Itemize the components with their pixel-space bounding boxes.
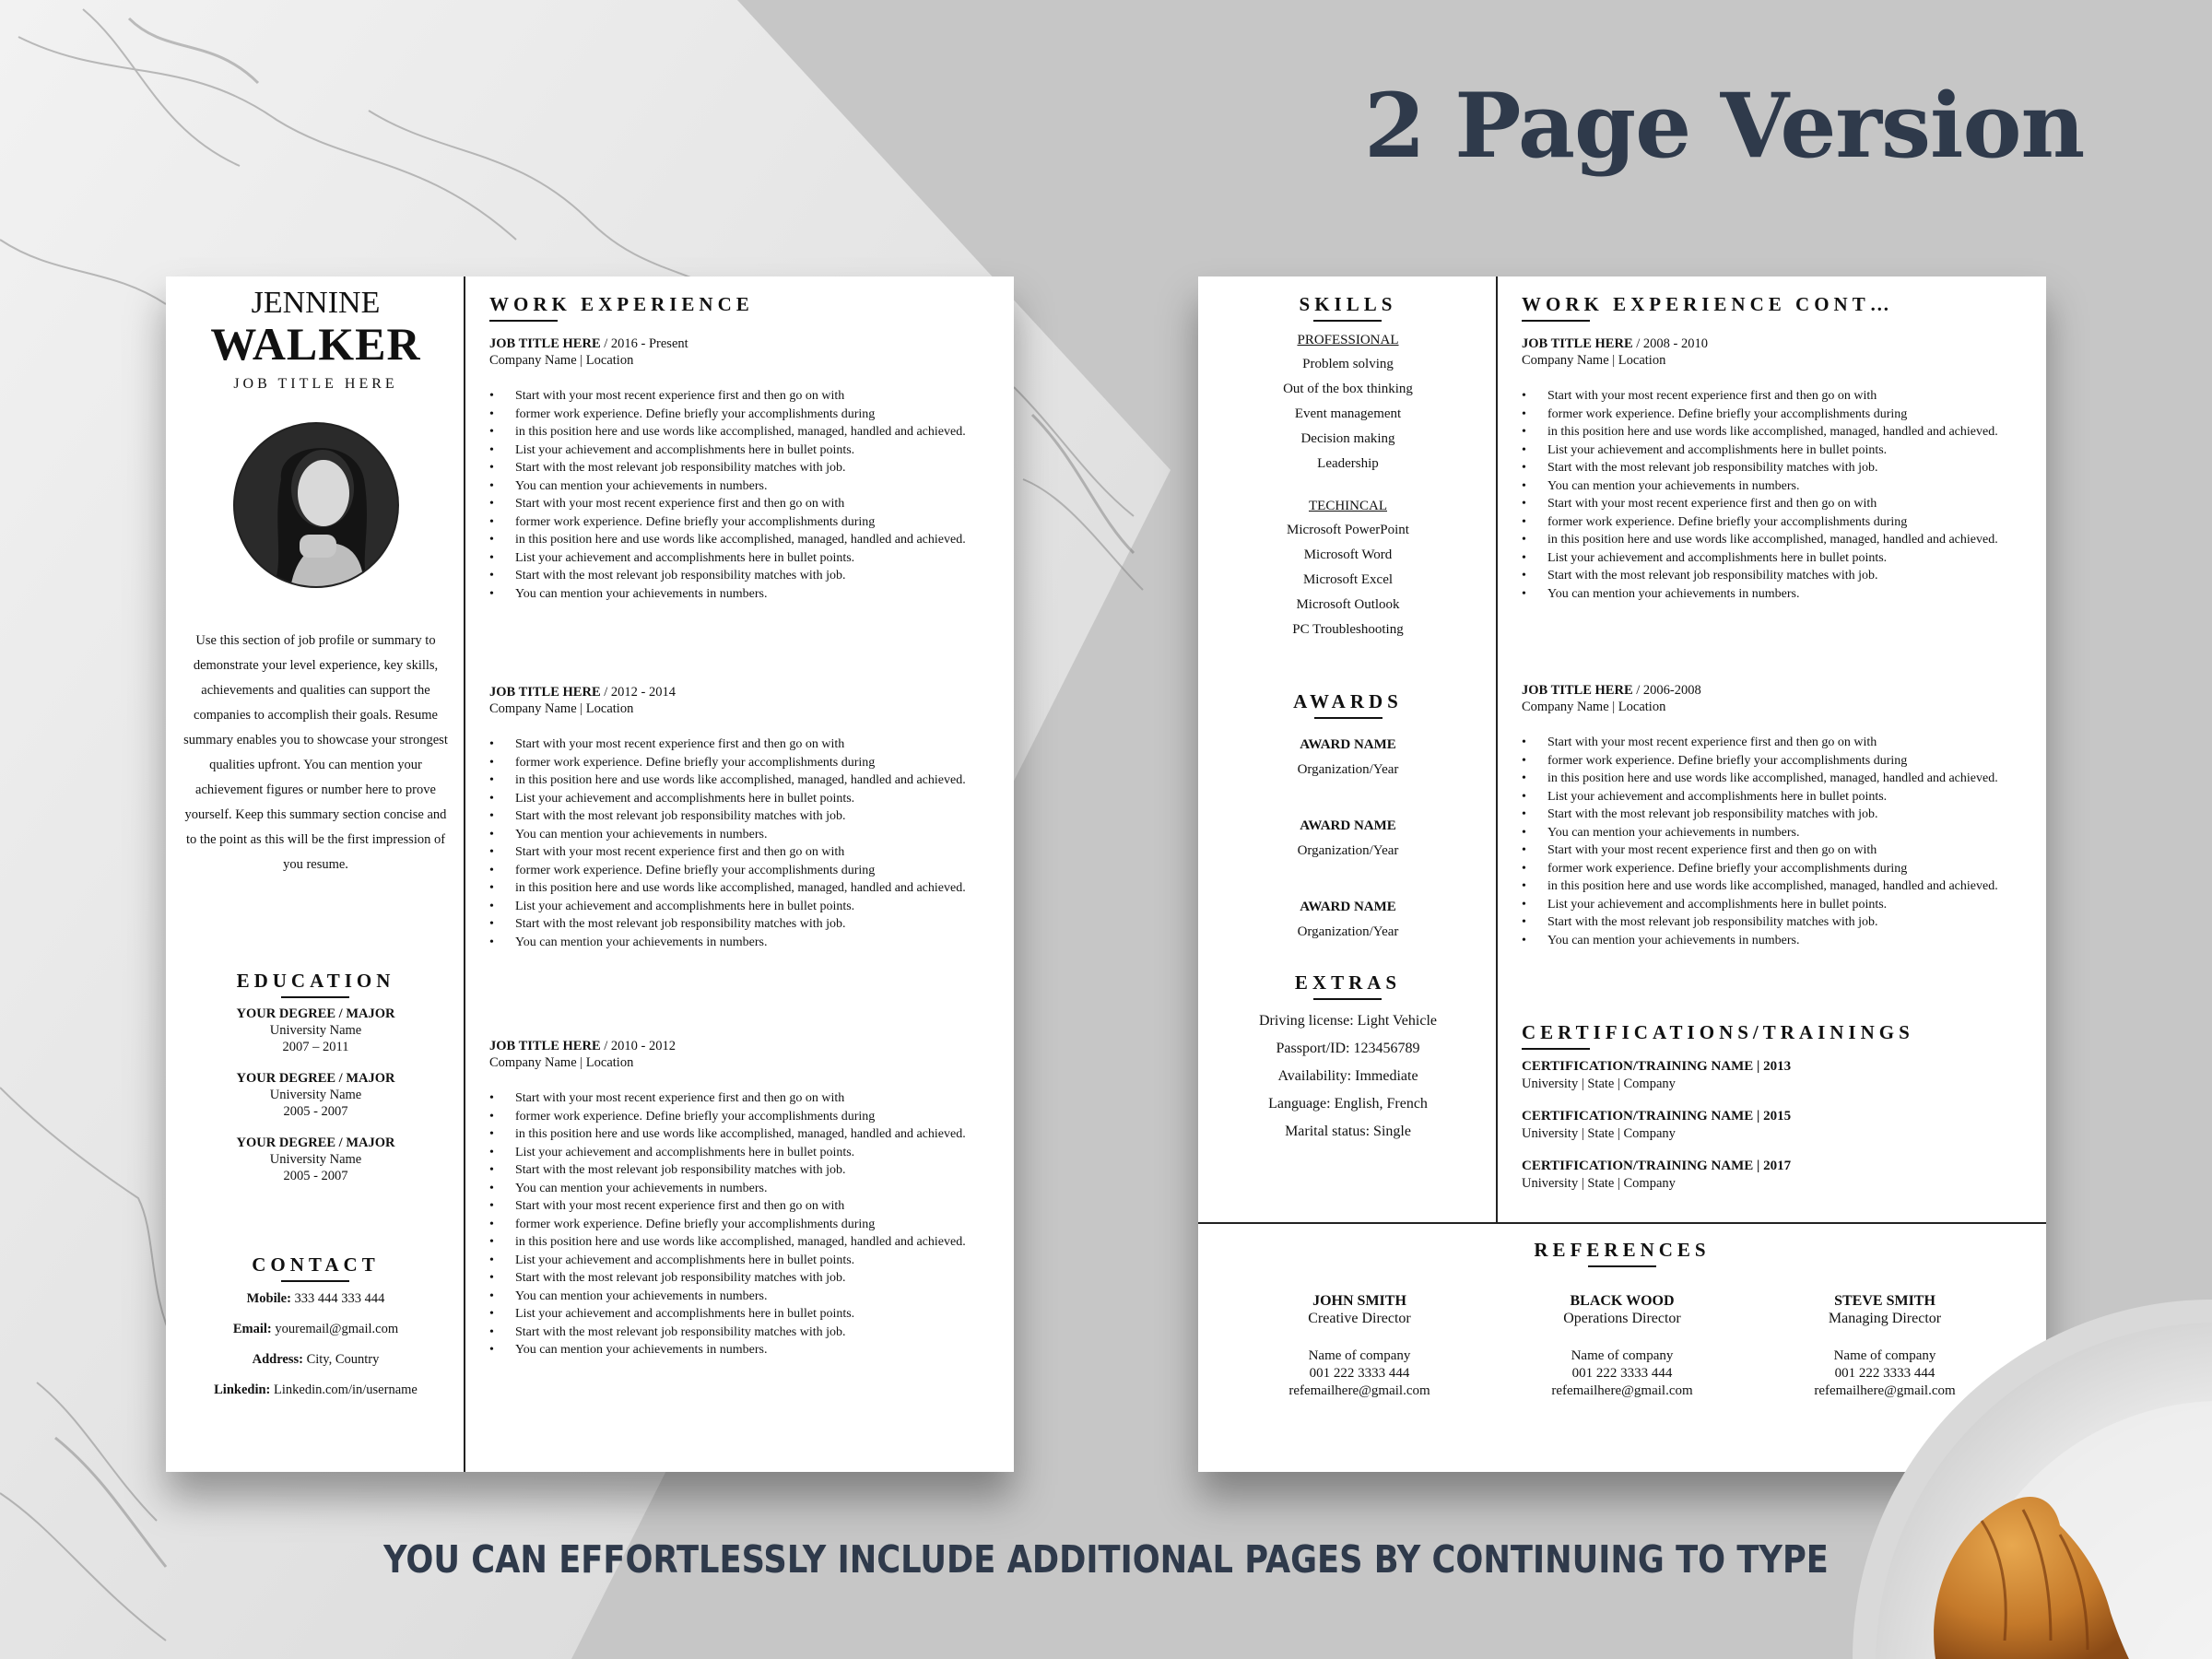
job-company: Company Name | Location [489,353,634,368]
skill-item: PC Troubleshooting [1292,622,1404,637]
job-title: JOB TITLE HERE [233,376,398,392]
bullet-item: • former work experience. Define briefly your accomplishments during [489,1108,996,1126]
degree: YOUR DEGREE / MAJOR [236,1071,395,1086]
bullet-item: • List your achievement and accomplishments here in bullet points. [489,441,996,460]
left-column [166,276,465,1472]
certifications-section [1522,1021,2029,1192]
award-item: AWARD NAME Organization/Year [1297,818,1399,858]
education-section [166,970,465,1184]
bullet-item: • in this position here and use words like accomplished, managed, handled and achieved. [1522,877,2029,896]
bullet-item: • You can mention your achievements in numbers. [1522,932,2029,950]
resume-page-1 [166,276,1014,1472]
job-entry [489,335,996,603]
cert-item: CERTIFICATION/TRAINING NAME | 2015 University | State | Company [1522,1109,1792,1141]
cert-item: CERTIFICATION/TRAINING NAME | 2017 University | State | Company [1522,1159,1792,1191]
professional-label: PROFESSIONAL [1297,333,1399,347]
bullet-item: • List your achievement and accomplishments here in bullet points. [489,1252,996,1270]
contact-section [166,1253,465,1398]
contact-linkedin: Linkedin: Linkedin.com/in/username [214,1382,418,1397]
bullet-item: • List your achievement and accomplishments here in bullet points. [489,1305,996,1324]
job-title: JOB TITLE HERE [1522,683,1633,698]
job-dates: / 2006-2008 [1632,683,1701,698]
bullet-item: • You can mention your achievements in numbers. [489,585,996,604]
award-item: AWARD NAME Organization/Year [1297,737,1399,777]
references-divider [1198,1222,2046,1224]
skill-item: Microsoft Outlook [1296,597,1400,612]
degree: YOUR DEGREE / MAJOR [236,1006,395,1021]
bullet-item: • in this position here and use words like accomplished, managed, handled and achieved. [489,423,996,441]
bullet-item: • Start with the most relevant job responsibility matches with job. [489,1161,996,1180]
bullet-item: • You can mention your achievements in numbers. [1522,585,2029,604]
skill-item: Decision making [1300,431,1395,446]
professional-list [1198,352,1498,477]
years: 2007 – 2011 [282,1040,349,1054]
reference-item: BLACK WOOD Operations Director Name of company 001 222 3333 444 refemailhere@gmail.com [1551,1293,1693,1398]
bullet-item: • former work experience. Define briefly your accomplishments during [489,513,996,532]
bullet-item: • You can mention your achievements in numbers. [489,826,996,844]
contact-email: Email: youremail@gmail.com [232,1322,399,1336]
skill-item: Microsoft Word [1303,547,1393,562]
bullet-item: • former work experience. Define briefly your accomplishments during [1522,860,2029,878]
bullet-item: • List your achievement and accomplishments here in bullet points. [489,898,996,916]
technical-label: TECHINCAL [1309,499,1387,513]
contact-address: Address: City, Country [252,1352,380,1367]
bullet-item: • in this position here and use words like accomplished, managed, handled and achieved. [1522,423,2029,441]
extra-item: Marital status: Single [1285,1124,1411,1139]
bullet-item: • You can mention your achievements in numbers. [489,477,996,496]
job-entry [489,684,996,951]
bullet-item: • You can mention your achievements in numbers. [1522,477,2029,496]
job-company: Company Name | Location [1522,353,1666,368]
extra-item: Language: English, French [1268,1096,1428,1112]
work-experience-cont-section [1522,293,2029,1191]
bullet-item: • Start with your most recent experience first and then go on with [489,735,996,754]
bullet-item: • Start with the most relevant job responsibility matches with job. [489,459,996,477]
bullet-item: • Start with your most recent experience first and then go on with [1522,387,2029,406]
years: 2005 - 2007 [283,1169,348,1183]
job-title: JOB TITLE HERE [489,685,601,700]
bullet-item: • Start with your most recent experience first and then go on with [1522,495,2029,513]
job-entry [489,1038,996,1359]
bullet-item: • Start with the most relevant job responsibility matches with job. [489,567,996,585]
education-item [166,1135,465,1184]
headline: 2 Page Version [1364,74,2085,178]
job-dates: / 2016 - Present [600,336,688,351]
years: 2005 - 2007 [283,1104,348,1119]
skill-item: Leadership [1317,456,1379,471]
bullet-item: • former work experience. Define briefly your accomplishments during [1522,513,2029,532]
bullet-item: • in this position here and use words like accomplished, managed, handled and achieved. [489,1125,996,1144]
bullet-item: • in this position here and use words like accomplished, managed, handled and achieved. [489,1233,996,1252]
job-bullets [489,387,996,603]
bullet-item: • former work experience. Define briefly your accomplishments during [489,406,996,424]
bullet-item: • former work experience. Define briefly your accomplishments during [489,862,996,880]
plate-with-croissant [1853,1272,2212,1659]
bullet-item: • Start with the most relevant job responsibility matches with job. [1522,459,2029,477]
job-bullets [489,735,996,951]
bullet-item: • You can mention your achievements in numbers. [1522,824,2029,842]
job-company: Company Name | Location [489,701,634,716]
job-dates: / 2008 - 2010 [1632,336,1708,351]
job-company: Company Name | Location [489,1055,634,1070]
bullet-item: • You can mention your achievements in numbers. [489,1341,996,1359]
contact-mobile: Mobile: 333 444 333 444 [246,1291,385,1306]
education-item [166,1070,465,1120]
bullet-item: • Start with the most relevant job responsibility matches with job. [489,915,996,934]
technical-list [1198,518,1498,642]
contact-title: CONTACT [252,1253,380,1276]
bullet-item: • in this position here and use words like accomplished, managed, handled and achieved. [489,879,996,898]
left-column [1198,293,1498,1146]
school: University Name [269,1152,362,1167]
award-item: AWARD NAME Organization/Year [1297,900,1399,939]
bullet-item: • You can mention your achievements in numbers. [489,934,996,952]
job-bullets [1522,734,2029,949]
cert-item: CERTIFICATION/TRAINING NAME | 2013 University | State | Company [1522,1059,1792,1091]
reference-item: JOHN SMITH Creative Director Name of company 001 222 3333 444 refemailhere@gmail.com [1288,1293,1430,1398]
skill-item: Microsoft Excel [1302,572,1394,587]
skill-item: Problem solving [1302,357,1394,371]
profile-summary: Use this section of job profile or summary to demonstrate your level experience, key skills, achievements and qualities can support the companies to accomplish their goals. Resume summary enables you to showcase your strongest qualities upfront. You can mention your achievement figures or number here to prove yourself. Keep this summary section concise and to the point as this will be the first impression of you resume. [183,633,448,872]
portrait-photo [235,424,399,588]
awards-title: AWARDS [1293,690,1403,712]
bullet-item: • in this position here and use words like accomplished, managed, handled and achieved. [1522,770,2029,788]
job-entry [1522,682,2029,949]
bullet-item: • in this position here and use words like accomplished, managed, handled and achieved. [489,531,996,549]
bullet-item: • in this position here and use words like accomplished, managed, handled and achieved. [1522,531,2029,549]
skill-item: Out of the box thinking [1283,382,1413,396]
work-experience-cont-title: WORK EXPERIENCE CONT… [1522,293,1894,315]
footer-tagline: YOU CAN EFFORTLESSLY INCLUDE ADDITIONAL PAGES BY CONTINUING TO TYPE [383,1537,1829,1582]
job-title: JOB TITLE HERE [489,1039,601,1053]
bullet-item: • former work experience. Define briefly your accomplishments during [1522,752,2029,771]
bullet-item: • Start with your most recent experience first and then go on with [489,1089,996,1108]
education-title: EDUCATION [236,970,395,992]
school: University Name [269,1023,362,1038]
skills-title: SKILLS [1299,293,1397,315]
extra-item: Passport/ID: 123456789 [1276,1041,1420,1056]
bullet-item: • Start with the most relevant job responsibility matches with job. [1522,567,2029,585]
degree: YOUR DEGREE / MAJOR [236,1135,395,1150]
job-bullets [1522,387,2029,603]
job-bullets [489,1089,996,1359]
avatar [233,422,399,588]
job-company: Company Name | Location [1522,700,1666,714]
bullet-item: • Start with your most recent experience first and then go on with [489,1197,996,1216]
job-dates: / 2012 - 2014 [600,685,676,700]
work-experience-title: WORK EXPERIENCE [489,293,754,315]
last-name: WALKER [210,318,421,370]
first-name: JENNINE [251,286,381,320]
education-list [166,1006,465,1184]
bullet-item: • former work experience. Define briefly your accomplishments during [1522,406,2029,424]
bullet-item: • You can mention your achievements in numbers. [489,1180,996,1198]
school: University Name [269,1088,362,1102]
job-dates: / 2010 - 2012 [600,1039,676,1053]
skill-item: Event management [1294,406,1402,421]
bullet-item: • List your achievement and accomplishments here in bullet points. [1522,788,2029,806]
references-title: REFERENCES [1534,1239,1711,1261]
reference-item: STEVE SMITH Managing Director Name of company 001 222 3333 444 refemailhere@gmail.com [1814,1293,1956,1398]
bullet-item: • Start with the most relevant job responsibility matches with job. [489,1324,996,1342]
bullet-item: • List your achievement and accomplishments here in bullet points. [489,790,996,808]
awards-list [1198,737,1498,940]
extra-item: Driving license: Light Vehicle [1259,1013,1437,1029]
bullet-item: • Start with the most relevant job responsibility matches with job. [489,1269,996,1288]
bullet-item: • Start with the most relevant job responsibility matches with job. [489,807,996,826]
bullet-item: • Start with the most relevant job responsibility matches with job. [1522,913,2029,932]
extras-list [1198,1007,1498,1146]
bullet-item: • former work experience. Define briefly your accomplishments during [489,754,996,772]
certifications-title: CERTIFICATIONS/TRAININGS [1522,1021,1914,1043]
bullet-item: • former work experience. Define briefly your accomplishments during [489,1216,996,1234]
bullet-item: • Start with your most recent experience first and then go on with [1522,841,2029,860]
bullet-item: • Start with your most recent experience first and then go on with [489,387,996,406]
skill-item: Microsoft PowerPoint [1287,523,1409,537]
job-title: JOB TITLE HERE [1522,336,1633,351]
bullet-item: • List your achievement and accomplishments here in bullet points. [1522,549,2029,568]
bullet-item: • Start with your most recent experience first and then go on with [489,495,996,513]
bullet-item: • List your achievement and accomplishments here in bullet points. [489,549,996,568]
education-item [166,1006,465,1055]
job-entry [1522,335,2029,603]
bullet-item: • in this position here and use words like accomplished, managed, handled and achieved. [489,771,996,790]
extras-title: EXTRAS [1294,971,1402,994]
bullet-item: • Start with your most recent experience first and then go on with [1522,734,2029,752]
bullet-item: • List your achievement and accomplishments here in bullet points. [1522,441,2029,460]
work-experience-section [489,293,996,1357]
bullet-item: • Start with the most relevant job responsibility matches with job. [1522,806,2029,824]
bullet-item: • You can mention your achievements in numbers. [489,1288,996,1306]
bullet-item: • Start with your most recent experience first and then go on with [489,843,996,862]
bullet-item: • List your achievement and accomplishments here in bullet points. [1522,896,2029,914]
extra-item: Availability: Immediate [1277,1068,1418,1084]
job-title: JOB TITLE HERE [489,336,601,351]
bullet-item: • List your achievement and accomplishments here in bullet points. [489,1144,996,1162]
